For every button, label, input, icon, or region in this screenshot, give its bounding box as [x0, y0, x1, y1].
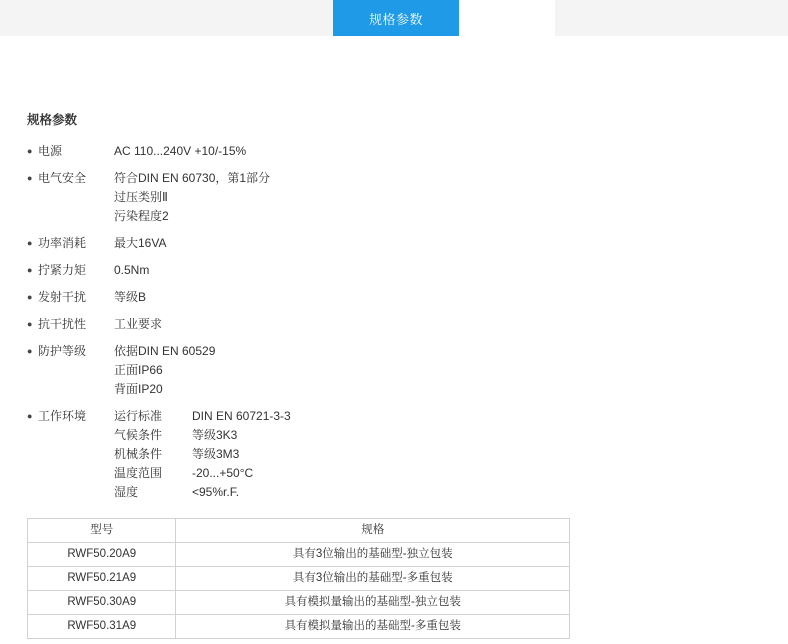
tab-specifications[interactable]: 规格参数 — [333, 0, 459, 36]
spec-sub-value: -20...+50°C — [192, 466, 254, 480]
spec-sub-value: <95%r.F. — [192, 485, 240, 499]
bullet-icon: ● — [27, 292, 33, 302]
spec-value-line: 0.5Nm — [114, 263, 150, 277]
tab-strip-right-filler — [555, 0, 788, 36]
list-item — [0, 169, 788, 226]
list-item — [0, 315, 788, 334]
spec-value-line: 符合DIN EN 60730，第1部分 — [114, 171, 271, 185]
column-header-model: 型号 — [28, 519, 176, 543]
spec-value-line: 依据DIN EN 60529 — [114, 344, 216, 358]
spec-values — [114, 234, 788, 253]
spec-label: 发射干扰 — [38, 290, 87, 304]
cell-spec: 具有3位输出的基础型-独立包装 — [176, 543, 570, 567]
spec-values — [114, 342, 788, 399]
page-title: 规格参数 — [27, 113, 78, 127]
bullet-icon: ● — [27, 265, 33, 275]
spec-value-line: 过压类别Ⅱ — [114, 190, 168, 204]
tab-strip — [0, 0, 788, 36]
spec-label: 拧紧力矩 — [38, 263, 87, 277]
spec-sub-key: 机械条件 — [114, 447, 163, 461]
spec-sub-key: 湿度 — [114, 485, 139, 499]
spec-value-line: 污染程度2 — [114, 209, 169, 223]
spec-values — [114, 288, 788, 307]
cell-model: RWF50.30A9 — [28, 591, 176, 615]
bullet-icon: ● — [27, 346, 33, 356]
spec-sub-key: 温度范围 — [114, 466, 163, 480]
cell-spec: 具有3位输出的基础型-多重包装 — [176, 567, 570, 591]
spec-label: 抗干扰性 — [38, 317, 87, 331]
spec-sub-key: 气候条件 — [114, 428, 163, 442]
bullet-icon: ● — [27, 173, 33, 183]
spec-label: 电气安全 — [38, 171, 87, 185]
table-row — [28, 543, 570, 567]
spec-value-line: 工业要求 — [114, 317, 163, 331]
spec-label: 防护等级 — [38, 344, 87, 358]
column-header-spec: 规格 — [176, 519, 570, 543]
spec-sub-value: DIN EN 60721-3-3 — [192, 409, 291, 423]
spec-sub-value: 等级3K3 — [192, 428, 238, 442]
spec-label: 电源 — [38, 144, 63, 158]
list-item — [0, 142, 788, 161]
cell-spec: 具有模拟量输出的基础型-独立包装 — [176, 591, 570, 615]
spec-label: 功率消耗 — [38, 236, 87, 250]
spec-values — [114, 407, 788, 502]
spec-values — [114, 315, 788, 334]
spec-values — [114, 142, 788, 161]
spec-value-line — [114, 445, 788, 464]
spec-value-line — [114, 426, 788, 445]
list-item — [0, 288, 788, 307]
bullet-icon: ● — [27, 319, 33, 329]
specification-list — [0, 142, 788, 502]
spec-value-line — [114, 407, 788, 426]
list-item — [0, 342, 788, 399]
spec-value-line: 最大16VA — [114, 236, 167, 250]
cell-model: RWF50.20A9 — [28, 543, 176, 567]
list-item — [0, 234, 788, 253]
spec-value-line — [114, 483, 788, 502]
spec-sub-value: 等级3M3 — [192, 447, 240, 461]
tab-strip-left-filler — [0, 0, 333, 36]
spec-value-line: AC 110...240V +10/-15% — [114, 144, 247, 158]
spec-values — [114, 169, 788, 226]
spec-value-line: 正面IP66 — [114, 363, 163, 377]
specification-content — [0, 110, 788, 639]
cell-spec: 具有模拟量输出的基础型-多重包装 — [176, 615, 570, 639]
bullet-icon: ● — [27, 238, 33, 248]
cell-model: RWF50.31A9 — [28, 615, 176, 639]
spec-value-line: 背面IP20 — [114, 382, 163, 396]
spec-values — [114, 261, 788, 280]
table-row — [28, 567, 570, 591]
bullet-icon: ● — [27, 146, 33, 156]
table-row — [28, 591, 570, 615]
tab-strip-gap — [459, 0, 555, 36]
model-specification-table — [27, 518, 570, 639]
spec-value-line: 等级B — [114, 290, 147, 304]
cell-model: RWF50.21A9 — [28, 567, 176, 591]
table-header-row — [28, 519, 570, 543]
bullet-icon: ● — [27, 411, 33, 421]
list-item — [0, 261, 788, 280]
spec-value-line — [114, 464, 788, 483]
list-item — [0, 407, 788, 502]
spec-label: 工作环境 — [38, 409, 87, 423]
spec-sub-key: 运行标准 — [114, 409, 163, 423]
table-row — [28, 615, 570, 639]
